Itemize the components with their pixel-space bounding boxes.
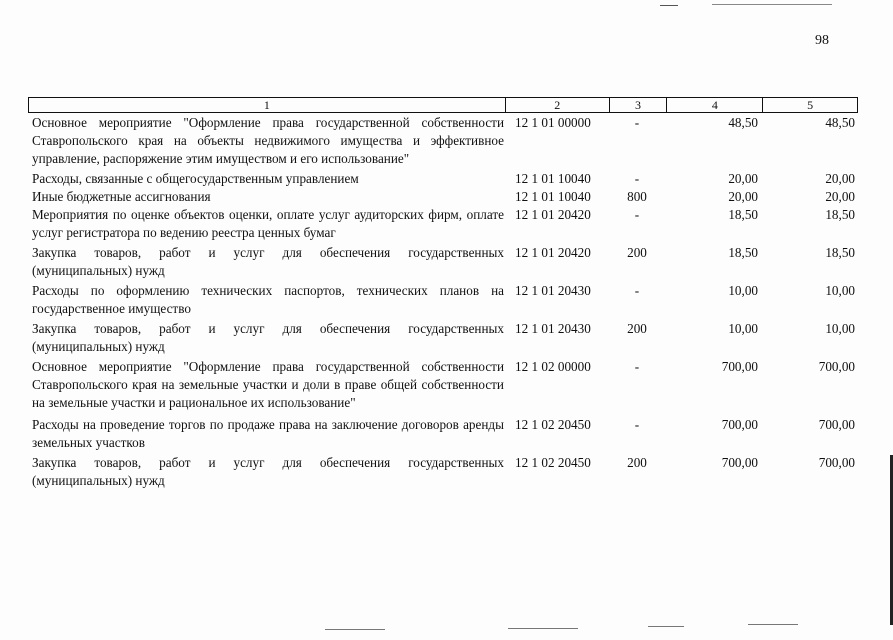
scan-mark-bottom-4 [748, 624, 798, 625]
page-number: 98 [815, 33, 829, 48]
row-value-1: 700,00 [721, 455, 758, 470]
table-row [28, 114, 860, 168]
row-type: - [634, 171, 640, 186]
row-name: Закупка товаров, работ и услуг для обеспечения государственных (муниципальных) нужд [32, 321, 504, 354]
row-value-1: 48,50 [728, 115, 758, 130]
table-row [28, 206, 860, 242]
row-value-2: 700,00 [818, 359, 855, 374]
row-code: 12 1 01 20430 [515, 321, 591, 336]
header-col-4: 4 [667, 98, 763, 112]
row-type: - [634, 283, 640, 298]
table-header [28, 97, 858, 113]
row-type: - [634, 115, 640, 130]
scan-mark-top-2 [712, 4, 832, 5]
row-value-1: 18,50 [728, 207, 758, 222]
row-value-2: 48,50 [825, 115, 855, 130]
row-name: Расходы на проведение торгов по продаже права на заключение договоров аренды земельных участков [32, 417, 504, 450]
row-code: 12 1 01 20420 [515, 245, 591, 260]
row-value-1: 18,50 [728, 245, 758, 260]
scan-mark-bottom-2 [508, 628, 578, 629]
row-code: 12 1 02 00000 [515, 359, 591, 374]
row-type: 800 [627, 189, 647, 204]
row-code: 12 1 01 20430 [515, 283, 591, 298]
table-row [28, 244, 860, 280]
row-name: Расходы, связанные с общегосударственным управлением [32, 171, 359, 186]
table-row [28, 170, 860, 188]
row-code: 12 1 02 20450 [515, 417, 591, 432]
row-type: - [634, 359, 640, 374]
header-col-3: 3 [610, 98, 668, 112]
row-value-2: 20,00 [825, 189, 855, 204]
table-row [28, 320, 860, 356]
row-name: Иные бюджетные ассигнования [32, 189, 211, 204]
row-value-1: 20,00 [728, 189, 758, 204]
row-name: Основное мероприятие "Оформление права государственной собственности Ставропольского края на объекты недвижимого имущества и эффективное управление, распоряжение этим имуществом и его использование" [32, 115, 504, 166]
row-name: Расходы по оформлению технических паспортов, технических планов на государственное имущество [32, 283, 504, 316]
row-value-1: 10,00 [728, 283, 758, 298]
table-row [28, 282, 860, 318]
row-type: - [634, 207, 640, 222]
row-code: 12 1 01 00000 [515, 115, 591, 130]
row-value-1: 700,00 [721, 359, 758, 374]
table-row [28, 188, 860, 206]
row-value-2: 10,00 [825, 321, 855, 336]
row-type: - [634, 417, 640, 432]
scan-mark-bottom-3 [648, 626, 684, 627]
row-code: 12 1 01 10040 [515, 171, 591, 186]
row-value-2: 20,00 [825, 171, 855, 186]
row-value-1: 20,00 [728, 171, 758, 186]
row-value-2: 10,00 [825, 283, 855, 298]
row-name: Закупка товаров, работ и услуг для обеспечения государственных (муниципальных) нужд [32, 245, 504, 278]
table-row [28, 358, 860, 412]
row-name: Закупка товаров, работ и услуг для обеспечения государственных (муниципальных) нужд [32, 455, 504, 488]
table-row [28, 416, 860, 452]
row-name: Основное мероприятие "Оформление права государственной собственности Ставропольского края на земельные участки и доли в праве общей собственности на земельные участки и рациональное их использование" [32, 359, 504, 410]
row-value-2: 700,00 [818, 417, 855, 432]
header-col-1: 1 [29, 98, 506, 112]
row-code: 12 1 01 20420 [515, 207, 591, 222]
table-row [28, 454, 860, 490]
row-value-1: 10,00 [728, 321, 758, 336]
scan-mark-top-1 [660, 5, 678, 6]
row-code: 12 1 02 20450 [515, 455, 591, 470]
row-value-2: 18,50 [825, 207, 855, 222]
table-body [28, 114, 860, 490]
row-value-2: 18,50 [825, 245, 855, 260]
row-name: Мероприятия по оценке объектов оценки, оплате услуг аудиторских фирм, оплате услуг регистратора по ведению реестра ценных бумаг [32, 207, 504, 240]
row-type: 200 [627, 455, 647, 470]
scan-mark-bottom-1 [325, 629, 385, 630]
row-type: 200 [627, 321, 647, 336]
row-code: 12 1 01 10040 [515, 189, 591, 204]
row-type: 200 [627, 245, 647, 260]
row-value-1: 700,00 [721, 417, 758, 432]
row-value-2: 700,00 [818, 455, 855, 470]
header-col-5: 5 [807, 98, 814, 112]
header-col-2: 2 [506, 98, 610, 112]
